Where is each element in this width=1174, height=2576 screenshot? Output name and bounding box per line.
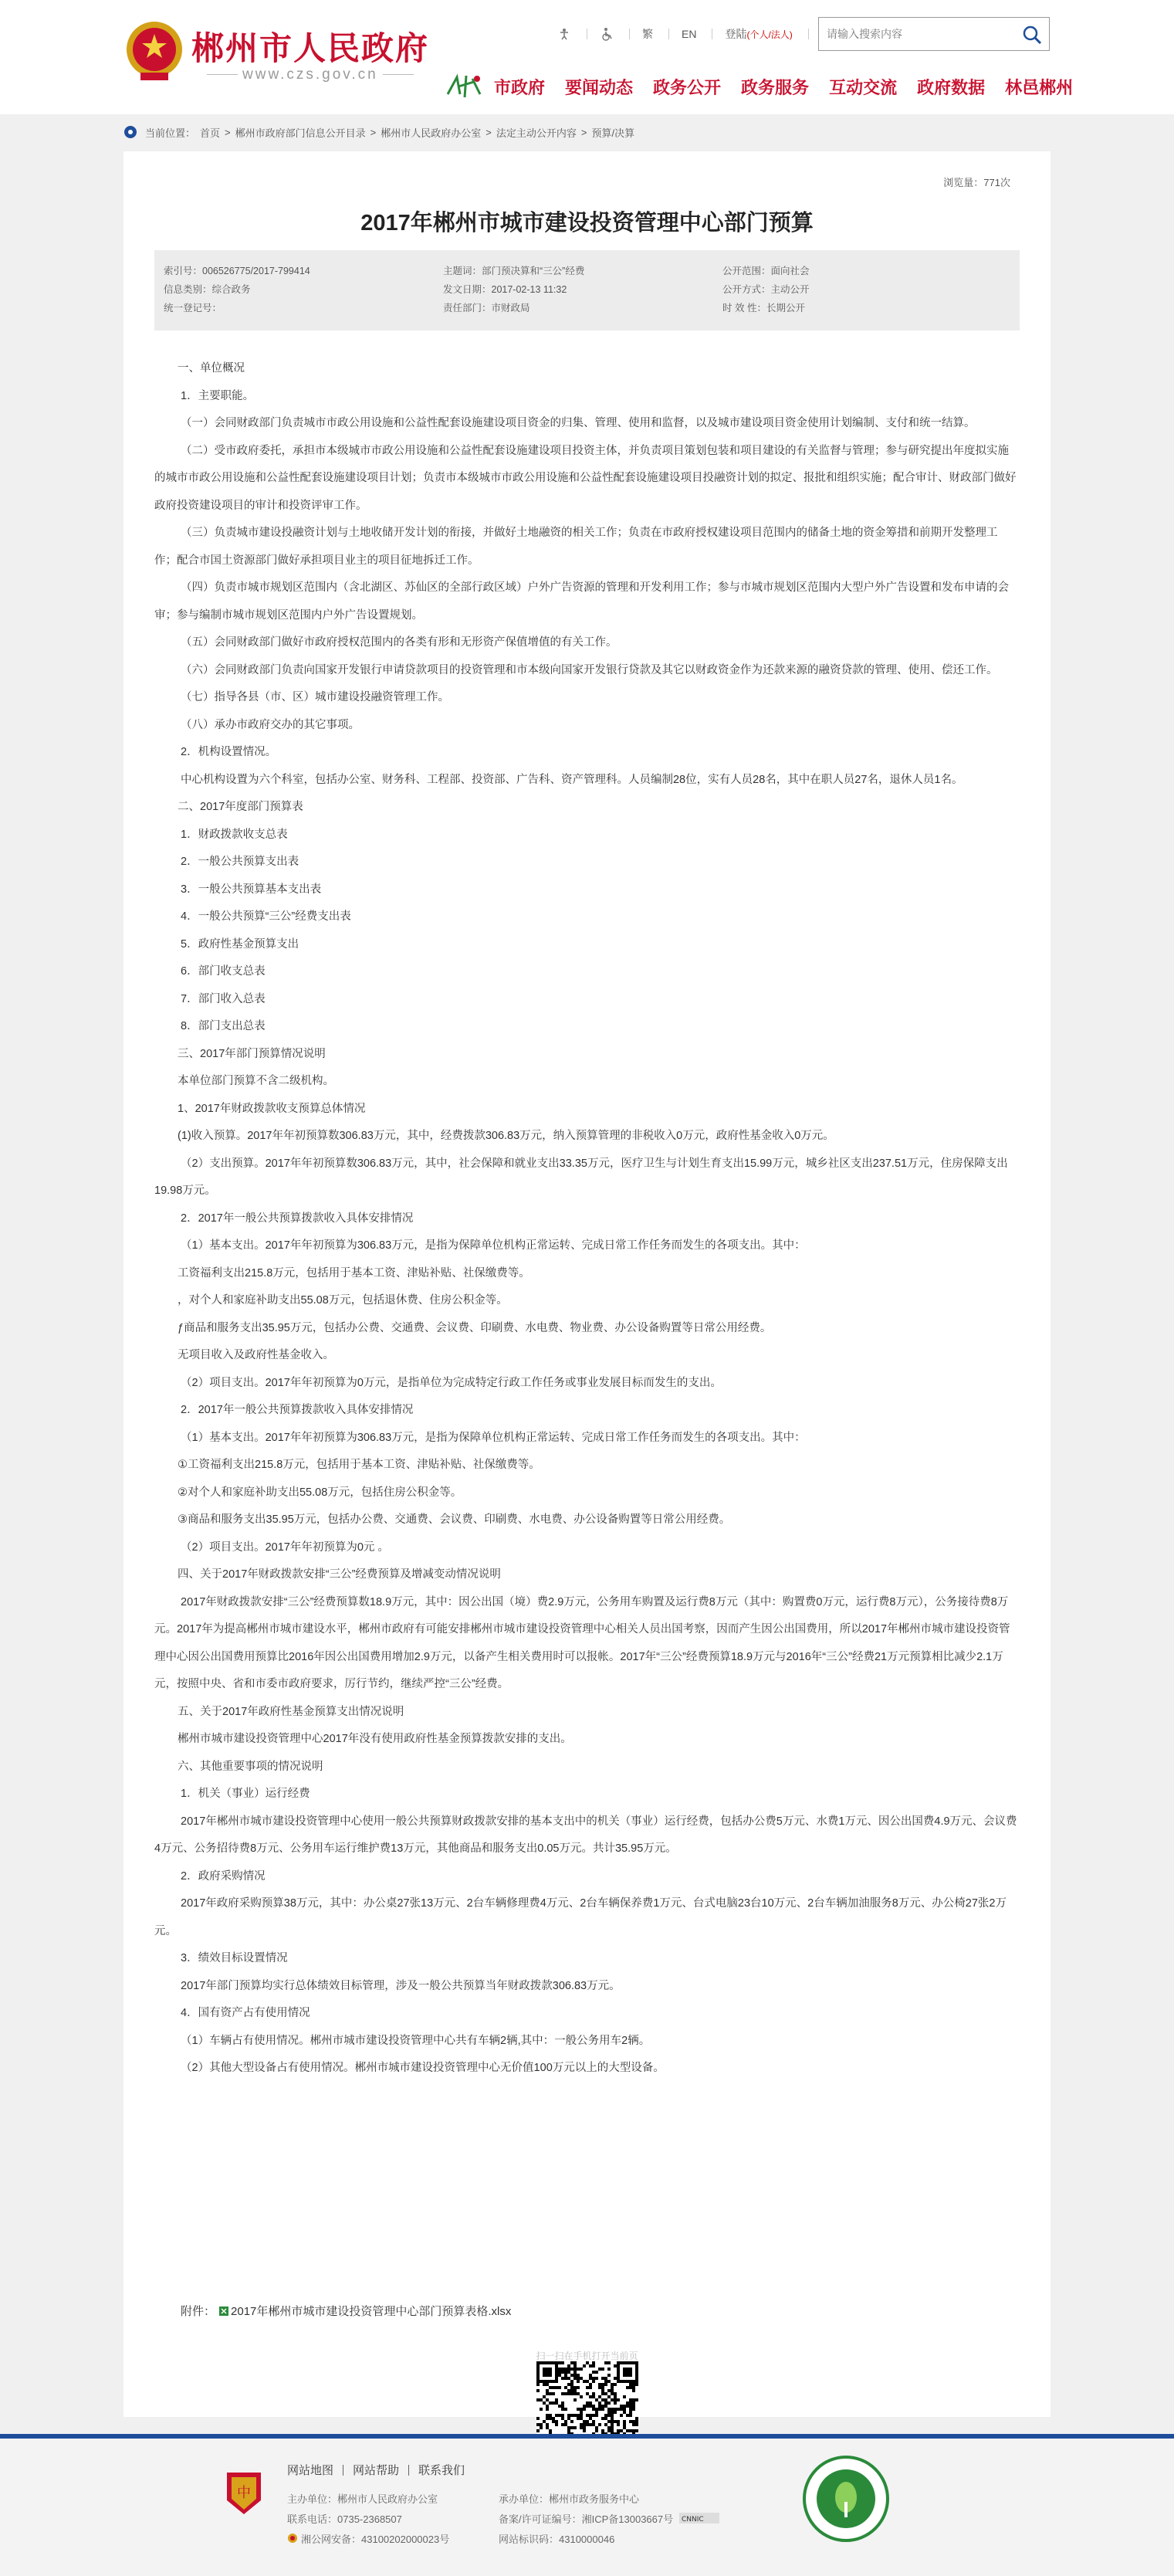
article-paragraph: 二、2017年度部门预算表 xyxy=(178,801,303,813)
location-icon xyxy=(123,125,137,139)
article-paragraph: ，对个人和家庭补助支出55.08万元，包括退休费、住房公积金等。 xyxy=(178,1294,508,1307)
nav-item-gov-disclosure[interactable]: 政务公开 xyxy=(653,78,722,98)
article-paragraph: （六）会同财政部门负责向国家开发银行申请贷款项目的投资管理和市本级向国家开发银行贷款及其它以财政资金作为还款来源的融资贷款的管理、使用、偿还工作。 xyxy=(181,663,998,676)
breadcrumb-budget[interactable]: 预算/决算 xyxy=(591,127,635,139)
article-paragraph: (1)收入预算。2017年年初预算数306.83万元，其中，经费拨款306.83万元，纳入预算管理的非税收入0万元，政府性基金收入0万元。 xyxy=(178,1130,834,1142)
breadcrumb-sep: > xyxy=(225,126,231,138)
svg-text:中: 中 xyxy=(237,2485,251,2501)
accessibility-icon xyxy=(557,27,571,41)
subject-words: 主题词：部门预决算和“三公”经费 xyxy=(443,266,585,276)
article-paragraph: 2．政府采购情况 xyxy=(181,1869,266,1883)
police-badge-icon xyxy=(287,2533,298,2544)
breadcrumb-statutory[interactable]: 法定主动公开内容 xyxy=(496,127,577,139)
info-category: 信息类别：综合政务 xyxy=(164,284,251,295)
metadata-table xyxy=(154,250,1020,330)
site-footer xyxy=(0,2439,1174,2576)
party-gov-emblem-icon[interactable] xyxy=(224,2469,264,2517)
article-paragraph: （五）会同财政部门做好市政府授权范围内的各类有形和无形资产保值增值的有关工作。 xyxy=(181,636,617,649)
article-paragraph: 中心机构设置为六个科室，包括办公室、财务科、工程部、投资部、广告科、资产管理科。人员编制28位，实有人员28名，其中在职人员27名，退休人员1名。 xyxy=(181,773,963,786)
login-note: (个人/法人) xyxy=(746,29,793,40)
index-number: 索引号：006526775/2017-799414 xyxy=(164,266,310,276)
breadcrumb-sep: > xyxy=(486,126,492,138)
police-record[interactable] xyxy=(287,2531,499,2546)
article-paragraph: （四）负责市城市规划区范围内（含北湖区、苏仙区的全部行政区域）户外广告资源的管理和开发利用工作；参与市城市规划区范围内大型户外广告设置和发布申请的会审；参与编制市城市规划区范围内户外广告设置规划。 xyxy=(154,581,1009,622)
login-link[interactable] xyxy=(725,26,792,42)
unified-number: 统一登记号： xyxy=(164,303,222,314)
page-title: 2017年郴州市城市建设投资管理中心部门预算 xyxy=(360,211,814,236)
civilized-unit-badge-icon[interactable] xyxy=(803,2456,889,2542)
article-paragraph: 1．机关（事业）运行经费 xyxy=(181,1788,310,1800)
breadcrumb-label: 当前位置： xyxy=(145,127,196,139)
article-card xyxy=(123,151,1051,2417)
metadata-row xyxy=(164,298,1020,317)
article-paragraph: （2）项目支出。2017年年初预算为0元 。 xyxy=(181,1541,389,1554)
nav-item-gov-data[interactable]: 政府数据 xyxy=(917,78,986,98)
breadcrumb-sep: > xyxy=(370,126,377,138)
article-paragraph: 7．部门收入总表 xyxy=(181,992,266,1005)
breadcrumb-office[interactable]: 郴州市人民政府办公室 xyxy=(381,127,482,139)
view-count: 浏览量：771次 xyxy=(943,177,1010,188)
site-domain-text: www.czs.gov.cn xyxy=(242,66,378,83)
article-paragraph: 2017年财政拨款安排“三公”经费预算数18.9万元，其中：因公出国（境）费2.9万元，公务用车购置及运行费8万元（其中：购置费0万元，运行费8万元），公务接待费8万元。2017年为提高郴州市城市建设水平，郴州市政府有可能安排郴州市城市建设投资管理中心相关人员出国考察，因而产生因公出国费用，所以2017年郴州市城市建设投资管理中心因公出国费用预算比2016年因公出国费用增加2.9万元，以备产生相关费用时可以报帐。2017年“三公”经费预算18.9万元与2016年“三公”经费21万元预算相比减少2.1万元，按照中央、省和市委市政府要求，厉行节约，继续严控“三公”经费。 xyxy=(154,1595,1010,1690)
breadcrumb-directory[interactable]: 郴州市政府部门信息公开目录 xyxy=(235,127,366,139)
main-nav xyxy=(443,71,1093,102)
article-paragraph: （2）支出预算。2017年年初预算数306.83万元，其中，社会保障和就业支出33.35万元，医疗卫生与计划生育支出15.99万元，城乡社区支出237.51万元，住房保障支出19.98万元。 xyxy=(154,1157,1008,1197)
divider xyxy=(668,29,669,39)
site-header xyxy=(0,0,1174,114)
breadcrumb-sep: > xyxy=(580,126,587,138)
accessibility-link[interactable] xyxy=(557,27,571,41)
nav-item-interaction[interactable]: 互动交流 xyxy=(829,78,898,98)
icp-license[interactable]: 备案/许可证编号：湘ICP备13003667号 xyxy=(499,2513,674,2525)
article-paragraph: 2017年部门预算均实行总体绩效目标管理，涉及一般公共预算当年财政拨款306.83万元。 xyxy=(181,1979,621,1992)
wheelchair-link[interactable] xyxy=(600,27,614,41)
organizer-unit: 承办单位：郴州市政务服务中心 xyxy=(499,2493,640,2505)
article-paragraph: 1、2017年财政拨款收支预算总体情况 xyxy=(178,1102,366,1115)
article-paragraph: 本单位部门预算不含二级机构。 xyxy=(178,1075,334,1087)
nav-item-linyi-chenzhou[interactable]: 林邑郴州 xyxy=(1005,78,1074,98)
article-paragraph: （1）基本支出。2017年年初预算为306.83万元，是指为保障单位机构正常运转、完成日常工作任务而发生的各项支出。其中： xyxy=(181,1431,806,1444)
traditional-chinese-link[interactable]: 繁 xyxy=(642,28,653,40)
search-icon[interactable] xyxy=(1021,24,1043,46)
responsible-department: 责任部门：市财政局 xyxy=(443,303,530,314)
article-paragraph: （二）受市政府委托，承担市本级城市市政公用设施和公益性配套设施建设项目投资主体，并负责项目策划包装和项目建设的有关监督与管理；参与研究提出年度拟实施的城市市政公用设施和公益性配套设施建设项目计划；负责市本级城市市政公用设施和公益性配套设施建设项目投融资计划的拟定、报批和组织实施；配合审计、财政部门做好政府投资建设项目的审计和投资评审工作。 xyxy=(154,444,1017,512)
footer-link-contact[interactable]: 联系我们 xyxy=(418,2464,465,2477)
footer-info-row xyxy=(287,2528,719,2548)
article-paragraph: 5．政府性基金预算支出 xyxy=(181,937,299,951)
footer-link-sitemap[interactable]: 网站地图 xyxy=(287,2464,334,2477)
article-paragraph: （八）承办市政府交办的其它事项。 xyxy=(181,718,360,731)
article-paragraph: 1．财政拨款收支总表 xyxy=(181,828,288,841)
search-box xyxy=(818,17,1050,51)
article-paragraph: （一）会同财政部门负责城市市政公用设施和公益性配套设施建设项目资金的归集、管理、使用和监督，以及城市建设项目资金使用计划编制、支付和统一结算。 xyxy=(181,417,976,429)
publish-date: 发文日期：2017-02-13 11:32 xyxy=(443,284,567,295)
breadcrumb xyxy=(123,120,639,144)
footer-info xyxy=(287,2488,719,2548)
login-label: 登陆 xyxy=(725,28,747,40)
sponsor-unit: 主办单位：郴州市人民政府办公室 xyxy=(287,2493,438,2505)
article-paragraph: 郴州市城市建设投资管理中心2017年没有使用政府性基金预算拨款安排的支出。 xyxy=(178,1733,572,1745)
english-link[interactable]: EN xyxy=(682,28,697,40)
footer-info-row xyxy=(287,2508,719,2528)
cnnic-badge-icon[interactable] xyxy=(679,2513,719,2523)
excel-file-icon xyxy=(218,2306,229,2317)
nav-item-gov-services[interactable]: 政务服务 xyxy=(741,78,810,98)
site-name[interactable]: 郴州市人民政府 xyxy=(191,29,430,67)
article-paragraph: 六、其他重要事项的情况说明 xyxy=(178,1760,323,1773)
svg-text:CNNIC: CNNIC xyxy=(682,2516,704,2523)
attachment-link[interactable]: 2017年郴州市城市建设投资管理中心部门预算表格.xlsx xyxy=(231,2305,512,2318)
article-paragraph: （2）项目支出。2017年年初预算为0万元，是指单位为完成特定行政工作任务或事业发展目标而发生的支出。 xyxy=(181,1376,722,1389)
article-paragraph: 五、关于2017年政府性基金预算支出情况说明 xyxy=(178,1705,404,1718)
article-paragraph: 2．2017年一般公共预算拨款收入具体安排情况 xyxy=(181,1212,414,1225)
article-paragraph: 3．一般公共预算基本支出表 xyxy=(181,883,322,896)
article-paragraph: ①工资福利支出215.8万元，包括用于基本工资、津贴补贴、社保缴费等。 xyxy=(178,1459,540,1471)
article-paragraph: （2）其他大型设备占有使用情况。郴州市城市建设投资管理中心无价值100万元以上的大型设备。 xyxy=(181,2062,665,2074)
nav-item-news[interactable]: 要闻动态 xyxy=(565,78,634,98)
article-paragraph: 8．部门支出总表 xyxy=(181,1020,266,1032)
national-emblem-icon[interactable] xyxy=(123,17,185,86)
article-paragraph: 2．2017年一般公共预算拨款收入具体安排情况 xyxy=(181,1404,414,1416)
article-paragraph: （七）指导各县（市、区）城市建设投融资管理工作。 xyxy=(181,691,449,703)
site-code: 网站标识码：4310000046 xyxy=(499,2533,615,2545)
article-paragraph: ③商品和服务支出35.95万元，包括办公费、交通费、会议费、印刷费、水电费、办公设备购置等日常公用经费。 xyxy=(178,1513,731,1526)
attachment xyxy=(181,2303,511,2319)
article-paragraph: 三、2017年部门预算情况说明 xyxy=(178,1047,326,1060)
article-paragraph: 四、关于2017年财政拨款安排“三公”经费预算及增减变动情况说明 xyxy=(178,1568,501,1581)
article-paragraph: 无项目收入及政府性基金收入。 xyxy=(178,1349,334,1361)
attachment-label: 附件： xyxy=(181,2305,216,2318)
police-record-text: 湘公网安备：43100202000023号 xyxy=(301,2533,450,2545)
breadcrumb-home[interactable]: 首页 xyxy=(200,127,221,139)
article-body xyxy=(154,355,1020,2083)
contact-phone: 联系电话：0735-2368507 xyxy=(287,2513,402,2525)
nav-item-city-government[interactable]: 市政府 xyxy=(494,78,546,98)
footer-info-row xyxy=(287,2488,719,2508)
footer-link-help[interactable]: 网站帮助 xyxy=(353,2464,400,2477)
metadata-row xyxy=(164,261,1020,280)
metadata-row xyxy=(164,280,1020,298)
wheelchair-icon xyxy=(600,27,614,41)
qr-tip: 扫一扫在手机打开当前页 xyxy=(536,2351,638,2361)
article-paragraph: 一、单位概况 xyxy=(178,362,245,375)
article-paragraph: ②对个人和家庭补助支出55.08万元，包括住房公积金等。 xyxy=(178,1486,462,1499)
article-paragraph: 2．一般公共预算支出表 xyxy=(181,856,299,868)
article-paragraph: 2017年政府采购预算38万元，其中：办公桌27张13万元、2台车辆修理费4万元、2台车辆保养费1万元、台式电脑23台10万元、2台车辆加油服务8万元、办公椅27张2万元。 xyxy=(154,1897,1007,1937)
divider xyxy=(629,29,630,39)
article-paragraph: （三）负责城市建设投融资计划与土地收储开发计划的衔接，并做好土地融资的相关工作；负责在市政府授权建设项目范围内的储备土地的资金筹措和前期开发整理工作；配合市国土资源部门做好承担项目业主的项目征地拆迁工作。 xyxy=(154,527,998,567)
validity: 时 效 性：长期公开 xyxy=(722,303,805,314)
article-paragraph: 4．一般公共预算“三公”经费支出表 xyxy=(181,910,351,923)
divider xyxy=(408,2465,409,2476)
site-domain xyxy=(202,66,418,83)
divider xyxy=(808,29,809,39)
top-links xyxy=(557,25,858,43)
article-paragraph: ƒ商品和服务支出35.95万元，包括办公费、交通费、会议费、印刷费、水电费、物业费、办公设备购置等日常公用经费。 xyxy=(178,1321,772,1334)
article-paragraph: 6．部门收支总表 xyxy=(181,965,266,978)
footer-links xyxy=(287,2462,465,2478)
article-paragraph: 1．主要职能。 xyxy=(181,389,255,402)
article-paragraph: （1）车辆占有使用情况。郴州市城市建设投资管理中心共有车辆2辆,其中：一般公务用车2辆。 xyxy=(181,2034,651,2047)
article-paragraph: （1）基本支出。2017年年初预算为306.83万元，是指为保障单位机构正常运转、完成日常工作任务而发生的各项支出。其中： xyxy=(181,1239,806,1252)
article-paragraph: 工资福利支出215.8万元，包括用于基本工资、津贴补贴、社保缴费等。 xyxy=(178,1266,530,1280)
article-paragraph: 4．国有资产占有使用情况 xyxy=(181,2007,310,2019)
disclosure-scope: 公开范围：面向社会 xyxy=(722,266,810,276)
article-paragraph: 2．机构设置情况。 xyxy=(181,746,277,758)
article-paragraph: 2017年郴州市城市建设投资管理中心使用一般公共预算财政拨款安排的基本支出中的机关（事业）运行经费，包括办公费5万元、水费1万元、因公出国费4.9万元、会议费4万元、公务招待费8万元、公务用车运行维护费13万元，其他商品和服务支出0.05万元。共计35.95万元。 xyxy=(154,1815,1017,1855)
lin-yi-logo-icon xyxy=(443,71,485,102)
article-paragraph: 3．绩效目标设置情况 xyxy=(181,1952,288,1964)
disclosure-method: 公开方式：主动公开 xyxy=(722,284,810,295)
search-input[interactable] xyxy=(819,18,1012,50)
